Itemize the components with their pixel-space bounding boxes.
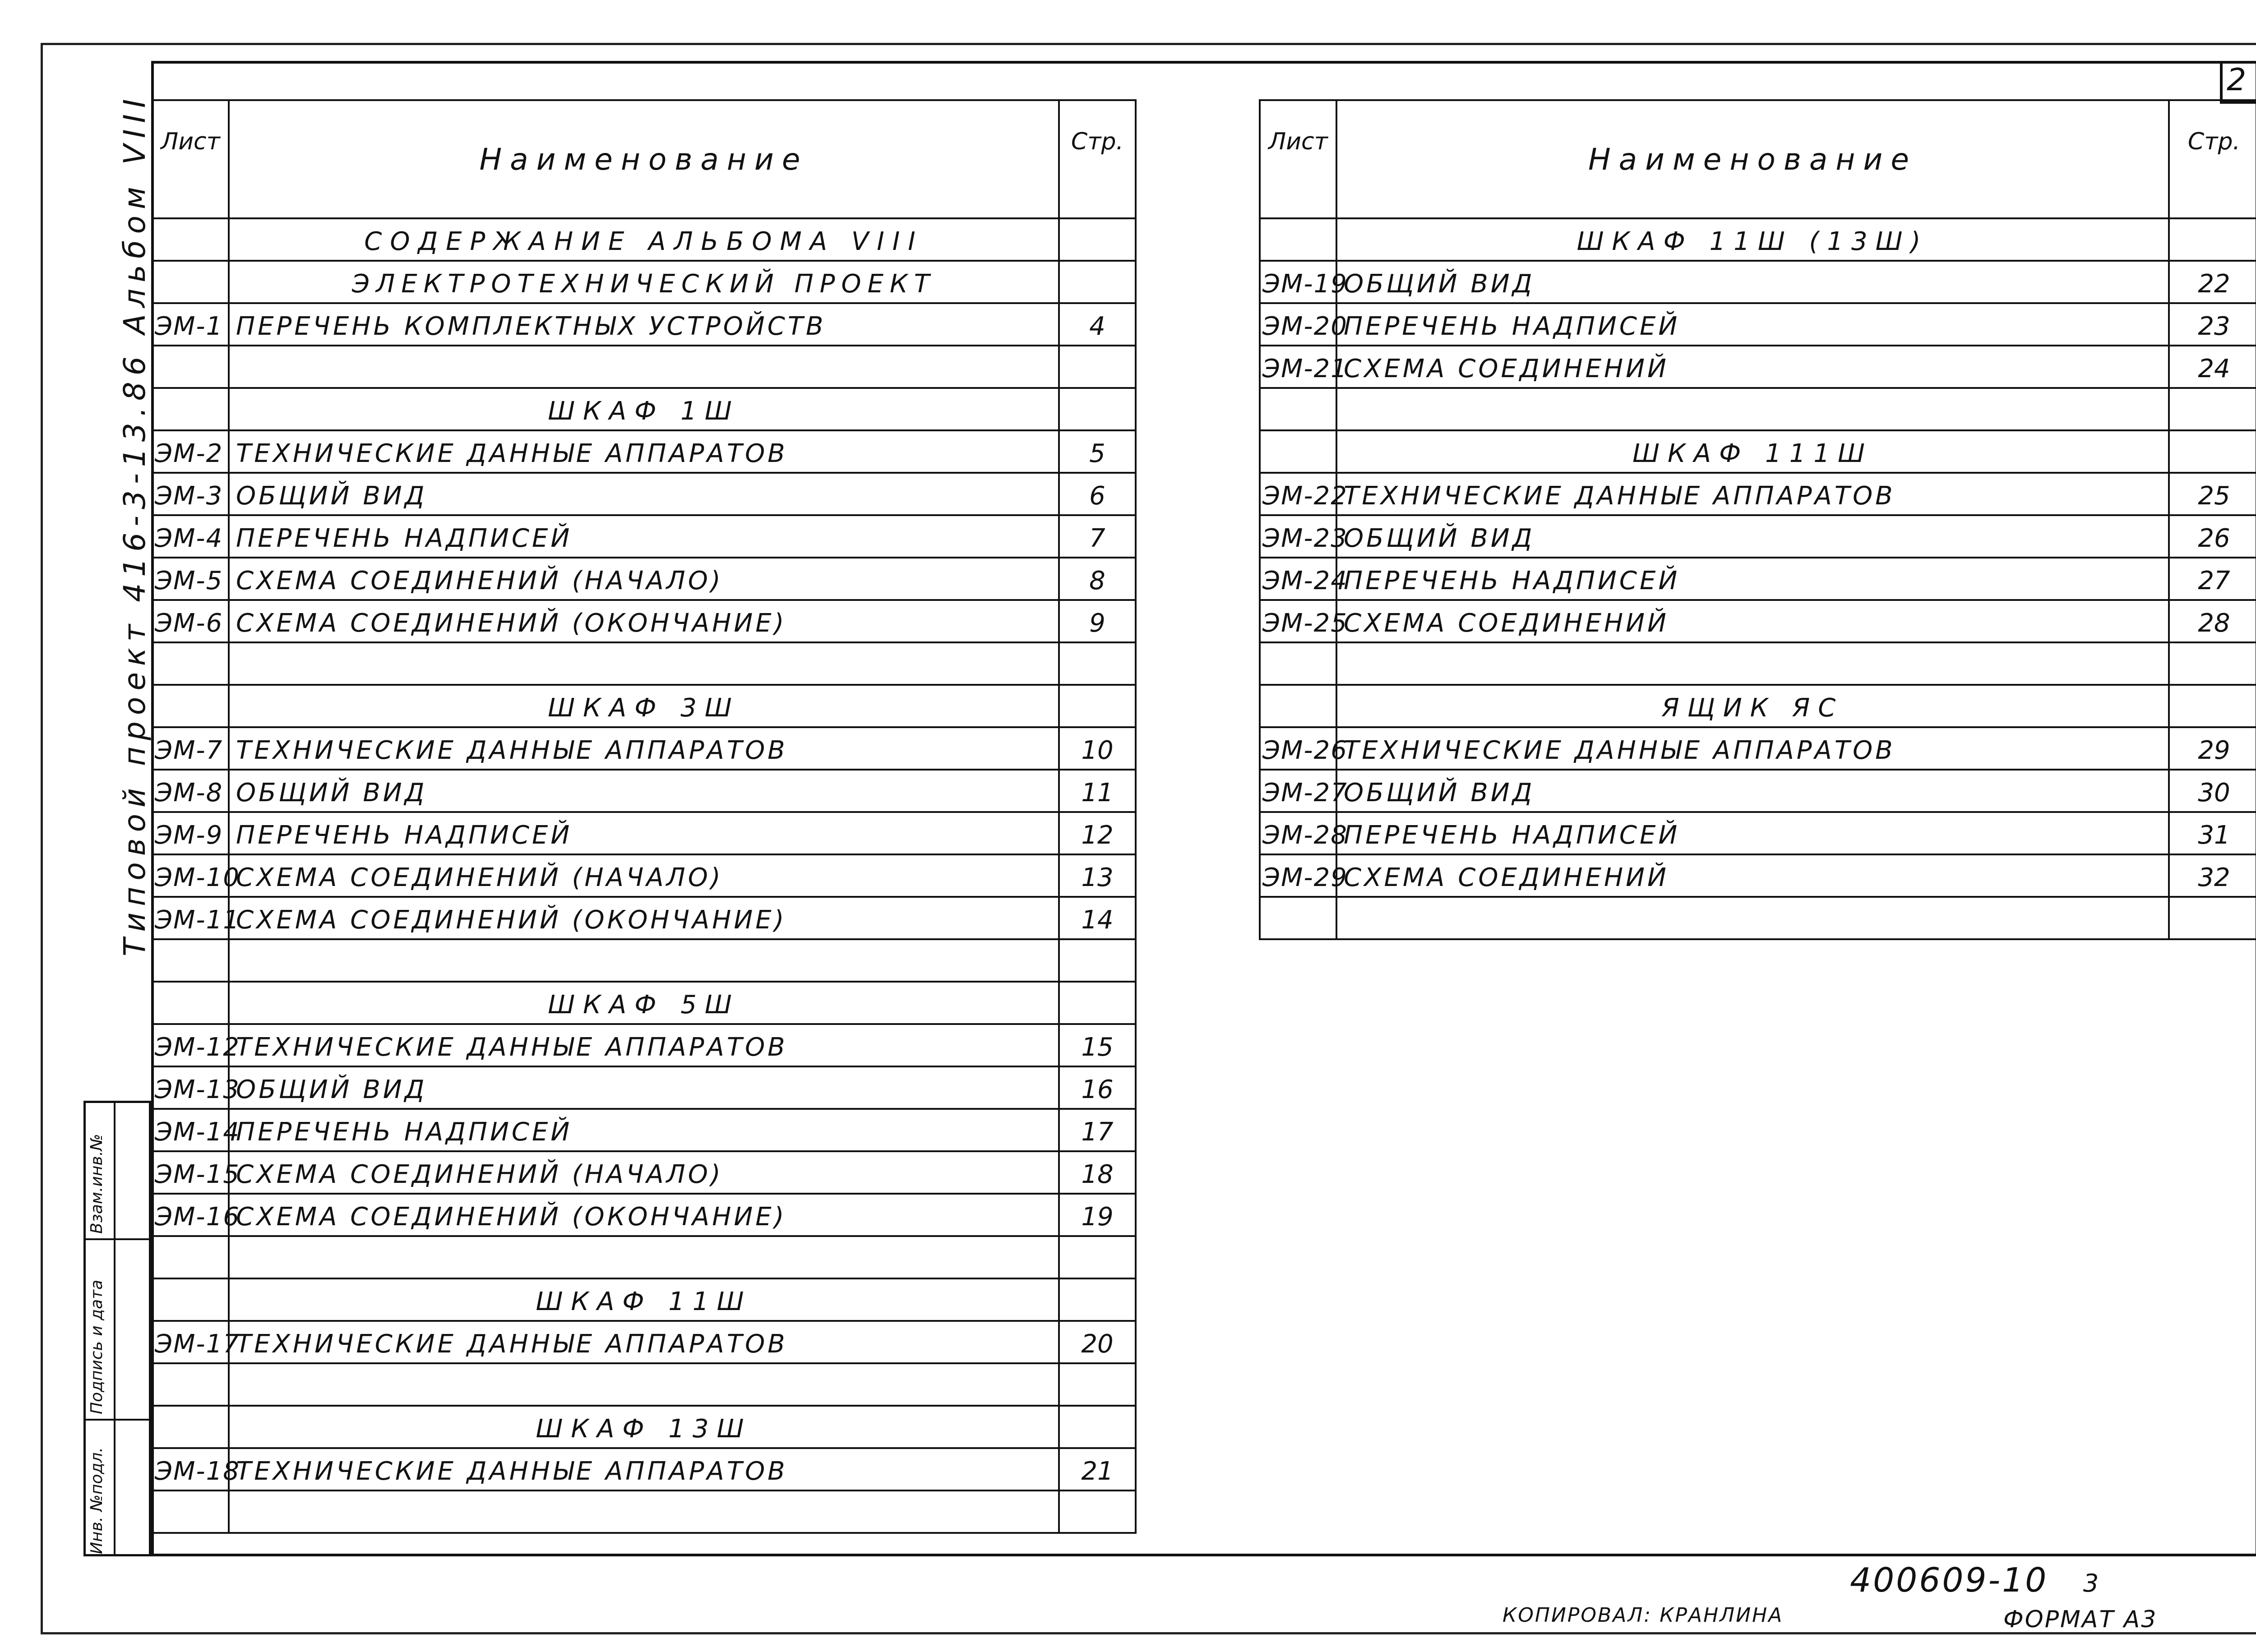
side-title: Типовой проект 416-3-13.86 Альбом VIII [117,92,152,956]
approval-stamp [83,1101,151,1556]
item-name-cell [1336,388,2169,430]
page-number-cell: 23 [2169,303,2256,346]
sheet-code-cell: ЭМ-14 [152,1109,229,1151]
sheet-code-cell: ЭМ-4 [152,515,229,558]
table-row [1260,261,2256,303]
item-name-cell: ТЕХНИЧЕСКИЕ ДАННЫЕ АППАРАТОВ [1336,473,2169,515]
table-row [152,1024,1136,1066]
item-name-cell: ОБЩИЙ ВИД [229,473,1059,515]
item-name-cell: ТЕХНИЧЕСКИЕ ДАННЫЕ АППАРАТОВ [229,1448,1059,1490]
page-number-cell: 32 [2169,854,2256,897]
sheet-code-cell [1260,685,1336,727]
sheet-code-cell: ЭМ-8 [152,770,229,812]
page-number-cell [1059,685,1136,727]
toc-table-right [1259,99,2256,940]
table-row [152,261,1136,303]
page-number-cell: 22 [2169,261,2256,303]
document-code-suffix: 3 [2083,1569,2101,1597]
item-name-cell [229,642,1059,685]
header-page: Стр. [2169,100,2256,218]
sheet-code-cell [1260,430,1336,473]
item-name-cell: ТЕХНИЧЕСКИЕ ДАННЫЕ АППАРАТОВ [1336,727,2169,770]
page-number-cell [1059,1490,1136,1533]
document-code-number: 400609-10 [1850,1561,2048,1600]
sheet-code-cell: ЭМ-16 [152,1194,229,1236]
sheet-code-cell: ЭМ-20 [1260,303,1336,346]
sheet-code-cell [152,218,229,261]
sheet-code-cell [152,685,229,727]
page-number-cell: 4 [1059,303,1136,346]
item-name-cell: ЯЩИК ЯС [1336,685,2169,727]
page-number-cell: 20 [1059,1321,1136,1363]
page-number-cell [1059,642,1136,685]
item-name-cell [229,1490,1059,1533]
item-name-cell: ОБЩИЙ ВИД [229,770,1059,812]
page-number-cell [2169,642,2256,685]
page-number-cell: 9 [1059,600,1136,642]
item-name-cell [1336,642,2169,685]
table-row [152,515,1136,558]
item-name-cell: ШКАФ 3Ш [229,685,1059,727]
header-sheet: Лист [1260,100,1336,218]
stamp-label-inv: Инв. №подл. [88,1447,106,1554]
page-number-cell [1059,1363,1136,1406]
document-code [1850,1561,2100,1600]
page-number-cell [1059,1406,1136,1448]
table-row [152,854,1136,897]
item-name-cell: ОБЩИЙ ВИД [1336,515,2169,558]
item-name-cell: СХЕМА СОЕДИНЕНИЙ (НАЧАЛО) [229,1151,1059,1194]
page-number-cell [1059,982,1136,1024]
page-number-cell: 19 [1059,1194,1136,1236]
table-row [152,1109,1136,1151]
sheet-code-cell [1260,642,1336,685]
page-number-cell: 28 [2169,600,2256,642]
table-row [152,1236,1136,1278]
page-number-cell: 21 [1059,1448,1136,1490]
item-name-cell: СХЕМА СОЕДИНЕНИЙ (ОКОНЧАНИЕ) [229,1194,1059,1236]
sheet-code-cell: ЭМ-25 [1260,600,1336,642]
stamp-label-replace: Взам.инв.№ [88,1134,106,1234]
table-row [1260,515,2256,558]
page-number-cell: 29 [2169,727,2256,770]
page-number-cell: 12 [1059,812,1136,854]
item-name-cell: ШКАФ 11Ш [229,1278,1059,1321]
sheet-number: 2 [2227,62,2247,98]
item-name-cell: ПЕРЕЧЕНЬ НАДПИСЕЙ [1336,558,2169,600]
page-number-cell: 6 [1059,473,1136,515]
sheet-code-cell [1260,897,1336,939]
page-number-cell [1059,261,1136,303]
page-number-cell: 5 [1059,430,1136,473]
table-row [1260,600,2256,642]
table-row [1260,346,2256,388]
item-name-cell: ПЕРЕЧЕНЬ НАДПИСЕЙ [229,515,1059,558]
sheet-code-cell [152,939,229,982]
toc-table-left [151,99,1137,1534]
page-number-cell: 17 [1059,1109,1136,1151]
item-name-cell: СХЕМА СОЕДИНЕНИЙ [1336,346,2169,388]
table-row [152,939,1136,982]
header-name: Наименование [1336,100,2169,218]
table-row [152,1363,1136,1406]
item-name-cell [229,346,1059,388]
item-name-cell: ПЕРЕЧЕНЬ НАДПИСЕЙ [229,1109,1059,1151]
page-number-cell: 25 [2169,473,2256,515]
page-number-cell [2169,430,2256,473]
sheet-code-cell: ЭМ-6 [152,600,229,642]
item-name-cell: ШКАФ 13Ш [229,1406,1059,1448]
table-row [1260,473,2256,515]
item-name-cell [229,1363,1059,1406]
table-row [152,685,1136,727]
sheet-code-cell: ЭМ-17 [152,1321,229,1363]
sheet-code-cell: ЭМ-3 [152,473,229,515]
table-row [1260,727,2256,770]
page-number-cell [1059,218,1136,261]
page-number-cell [1059,939,1136,982]
page-number-cell [2169,897,2256,939]
header-name: Наименование [229,100,1059,218]
table-row [152,600,1136,642]
table-row [152,1066,1136,1109]
table-row [1260,218,2256,261]
sheet-code-cell: ЭМ-15 [152,1151,229,1194]
item-name-cell [229,939,1059,982]
table-row [152,642,1136,685]
sheet-code-cell: ЭМ-24 [1260,558,1336,600]
item-name-cell: ШКАФ 5Ш [229,982,1059,1024]
page-number-cell: 27 [2169,558,2256,600]
item-name-cell: ПЕРЕЧЕНЬ НАДПИСЕЙ [1336,303,2169,346]
sheet-code-cell: ЭМ-5 [152,558,229,600]
page-number-cell: 14 [1059,897,1136,939]
page-number-cell [2169,685,2256,727]
sheet-code-cell: ЭМ-11 [152,897,229,939]
sheet-code-cell: ЭМ-29 [1260,854,1336,897]
sheet-code-cell: ЭМ-2 [152,430,229,473]
table-row [1260,388,2256,430]
page-number-cell: 8 [1059,558,1136,600]
sheet-code-cell [152,1278,229,1321]
page-number-cell [1059,1278,1136,1321]
item-name-cell: ШКАФ 1Ш [229,388,1059,430]
item-name-cell: ЭЛЕКТРОТЕХНИЧЕСКИЙ ПРОЕКТ [229,261,1059,303]
sheet-code-cell [152,982,229,1024]
table-row [152,558,1136,600]
sheet-code-cell [152,346,229,388]
table-row [1260,770,2256,812]
page-number-cell: 15 [1059,1024,1136,1066]
table-row [1260,812,2256,854]
sheet-code-cell: ЭМ-21 [1260,346,1336,388]
table-row [152,982,1136,1024]
item-name-cell: СХЕМА СОЕДИНЕНИЙ [1336,854,2169,897]
page-number-cell: 11 [1059,770,1136,812]
sheet-code-cell [152,1236,229,1278]
table-row [1260,303,2256,346]
page-number-cell: 30 [2169,770,2256,812]
table-row [1260,685,2256,727]
item-name-cell: ТЕХНИЧЕСКИЕ ДАННЫЕ АППАРАТОВ [229,1024,1059,1066]
sheet-code-cell: ЭМ-28 [1260,812,1336,854]
table-row [152,303,1136,346]
table-row [152,1278,1136,1321]
item-name-cell: СХЕМА СОЕДИНЕНИЙ (НАЧАЛО) [229,854,1059,897]
sheet-code-cell: ЭМ-13 [152,1066,229,1109]
sheet-code-cell: ЭМ-18 [152,1448,229,1490]
header-row [1260,100,2256,218]
copied-by: КОПИРОВАЛ: КРАНЛИНА [1502,1604,1784,1627]
item-name-cell: ПЕРЕЧЕНЬ КОМПЛЕКТНЫХ УСТРОЙСТВ [229,303,1059,346]
item-name-cell: ТЕХНИЧЕСКИЕ ДАННЫЕ АППАРАТОВ [229,430,1059,473]
item-name-cell: СОДЕРЖАНИЕ АЛЬБОМА VIII [229,218,1059,261]
item-name-cell: ШКАФ 11Ш (13Ш) [1336,218,2169,261]
item-name-cell: ОБЩИЙ ВИД [1336,770,2169,812]
sheet-code-cell: ЭМ-26 [1260,727,1336,770]
table-row [152,1321,1136,1363]
page-number-cell: 13 [1059,854,1136,897]
table-row [152,1406,1136,1448]
item-name-cell: СХЕМА СОЕДИНЕНИЙ [1336,600,2169,642]
item-name-cell: ОБЩИЙ ВИД [1336,261,2169,303]
table-row [152,430,1136,473]
table-row [152,1151,1136,1194]
table-row [152,1194,1136,1236]
page-number-cell: 24 [2169,346,2256,388]
sheet-code-cell: ЭМ-10 [152,854,229,897]
table-row [152,812,1136,854]
table-row [152,770,1136,812]
page-number-cell [2169,388,2256,430]
item-name-cell: ТЕХНИЧЕСКИЕ ДАННЫЕ АППАРАТОВ [229,727,1059,770]
sheet-code-cell [152,1363,229,1406]
page-number-cell: 26 [2169,515,2256,558]
header-sheet: Лист [152,100,229,218]
item-name-cell: ШКАФ 111Ш [1336,430,2169,473]
sheet-code-cell: ЭМ-27 [1260,770,1336,812]
table-row [152,346,1136,388]
sheet-code-cell [1260,218,1336,261]
page-number-cell [1059,1236,1136,1278]
table-row [1260,430,2256,473]
item-name-cell: СХЕМА СОЕДИНЕНИЙ (ОКОНЧАНИЕ) [229,897,1059,939]
sheet-code-cell: ЭМ-19 [1260,261,1336,303]
item-name-cell [1336,897,2169,939]
table-row [152,388,1136,430]
sheet-code-cell: ЭМ-7 [152,727,229,770]
paper-format: ФОРМАТ А3 [2003,1606,2158,1633]
table-row [1260,558,2256,600]
item-name-cell [229,1236,1059,1278]
sheet-code-cell: ЭМ-9 [152,812,229,854]
item-name-cell: ТЕХНИЧЕСКИЕ ДАННЫЕ АППАРАТОВ [229,1321,1059,1363]
table-row [152,727,1136,770]
sheet-code-cell: ЭМ-12 [152,1024,229,1066]
page-number-cell [1059,388,1136,430]
page-number-cell: 18 [1059,1151,1136,1194]
item-name-cell: ПЕРЕЧЕНЬ НАДПИСЕЙ [1336,812,2169,854]
item-name-cell: СХЕМА СОЕДИНЕНИЙ (НАЧАЛО) [229,558,1059,600]
sheet-code-cell: ЭМ-22 [1260,473,1336,515]
item-name-cell: ПЕРЕЧЕНЬ НАДПИСЕЙ [229,812,1059,854]
sheet-code-cell: ЭМ-1 [152,303,229,346]
page-number-cell: 31 [2169,812,2256,854]
header-row [152,100,1136,218]
sheet-code-cell [152,1406,229,1448]
table-row [152,218,1136,261]
sheet-code-cell: ЭМ-23 [1260,515,1336,558]
table-row [152,473,1136,515]
table-row [152,897,1136,939]
item-name-cell: СХЕМА СОЕДИНЕНИЙ (ОКОНЧАНИЕ) [229,600,1059,642]
table-row [1260,642,2256,685]
table-row [1260,897,2256,939]
sheet-code-cell [152,388,229,430]
page-number-cell: 7 [1059,515,1136,558]
table-row [152,1490,1136,1533]
sheet-code-cell [152,261,229,303]
sheet-code-cell [1260,388,1336,430]
page-number-cell [1059,346,1136,388]
page-number-cell [2169,218,2256,261]
header-page: Стр. [1059,100,1136,218]
page-number-cell: 16 [1059,1066,1136,1109]
sheet-code-cell [152,642,229,685]
table-row [152,1448,1136,1490]
item-name-cell: ОБЩИЙ ВИД [229,1066,1059,1109]
page-number-cell: 10 [1059,727,1136,770]
sheet-code-cell [152,1490,229,1533]
table-row [1260,854,2256,897]
stamp-label-signature: Подпись и дата [88,1279,106,1414]
